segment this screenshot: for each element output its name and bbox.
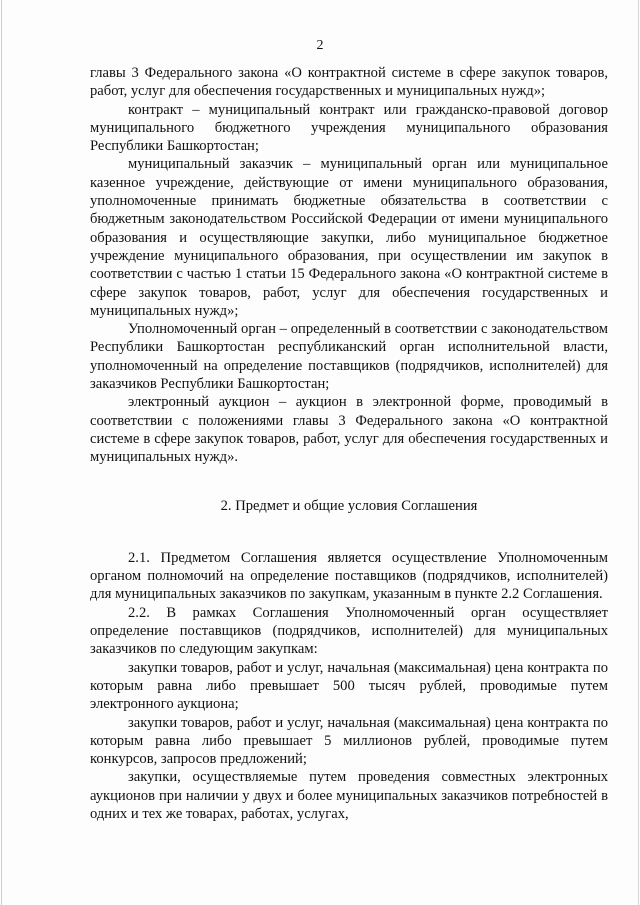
paragraph-purchases-500k: закупки товаров, работ и услуг, начальная (максимальная) цена контракта по которым равна либо превышает 500 тысяч рублей, проводимые путем электронного аукциона; — [90, 659, 608, 713]
page-edge-right — [638, 0, 639, 905]
paragraph-purchases-5m: закупки товаров, работ и услуг, начальная (максимальная) цена контракта по которым равна либо превышает 5 миллионов рублей, проводимые путем конкурсов, запросов предложений; — [90, 714, 608, 768]
paragraph-contract-definition: контракт – муниципальный контракт или гражданско-правовой договор муниципального бюджетного учреждения муниципального образования Республики Башкортостан; — [90, 101, 608, 155]
paragraph-auction-definition: электронный аукцион – аукцион в электронной форме, проводимый в соответствии с положениями главы 3 Федерального закона «О контрактной системе в сфере закупок товаров, работ, услуг для обеспечения государственных и муниципальных нужд». — [90, 394, 608, 466]
paragraph-joint-auctions: закупки, осуществляемые путем проведения совместных электронных аукционов при наличии у двух и более муниципальных заказчиков потребностей в одних и тех же товарах, работах, услугах, — [90, 769, 608, 822]
page-edge-left — [1, 0, 2, 905]
paragraph-2-2: 2.2. В рамках Соглашения Уполномоченный орган осуществляет определение поставщиков (подрядчиков, исполнителей) для муниципальных заказчиков по следующим закупкам: — [90, 604, 608, 658]
document-body — [90, 64, 608, 823]
paragraph-authorized-body-definition: Уполномоченный орган – определенный в соответствии с законодательством Республики Башкортостан республиканский орган исполнительной власти, уполномоченный на определение поставщиков (подрядчиков, исполнителей) для заказчиков Республики Башкортостан; — [90, 321, 608, 393]
section-heading: 2. Предмет и общие условия Соглашения — [220, 497, 478, 514]
paragraph-chapter-ref: главы 3 Федерального закона «О контрактной системе в сфере закупок товаров, работ, услуг для обеспечения государственных и муниципальных нужд»; — [90, 65, 608, 100]
paragraph-2-1: 2.1. Предметом Соглашения является осуществление Уполномоченным органом полномочий на определение поставщиков (подрядчиков, исполнителей) для муниципальных заказчиков по закупкам, указанным в пункте 2.2 Соглашения. — [90, 549, 608, 603]
paragraph-customer-definition: муниципальный заказчик – муниципальный орган или муниципальное казенное учреждение, действующие от имени муниципального образования, уполномоченные принимать бюджетные обязательства в соответствии с бюджетным законодательством Российской Федерации от имени муниципального образования и осуществляющие закупки, либо муниципальное бюджетное учреждение муниципального образования, при осуществлении им закупок в соответствии с частью 1 статьи 15 Федерального закона «О контрактной системе в сфере закупок товаров, работ, услуг для обеспечения государственных и муниципальных нужд»; — [90, 156, 608, 319]
page-number: 2 — [316, 38, 324, 53]
